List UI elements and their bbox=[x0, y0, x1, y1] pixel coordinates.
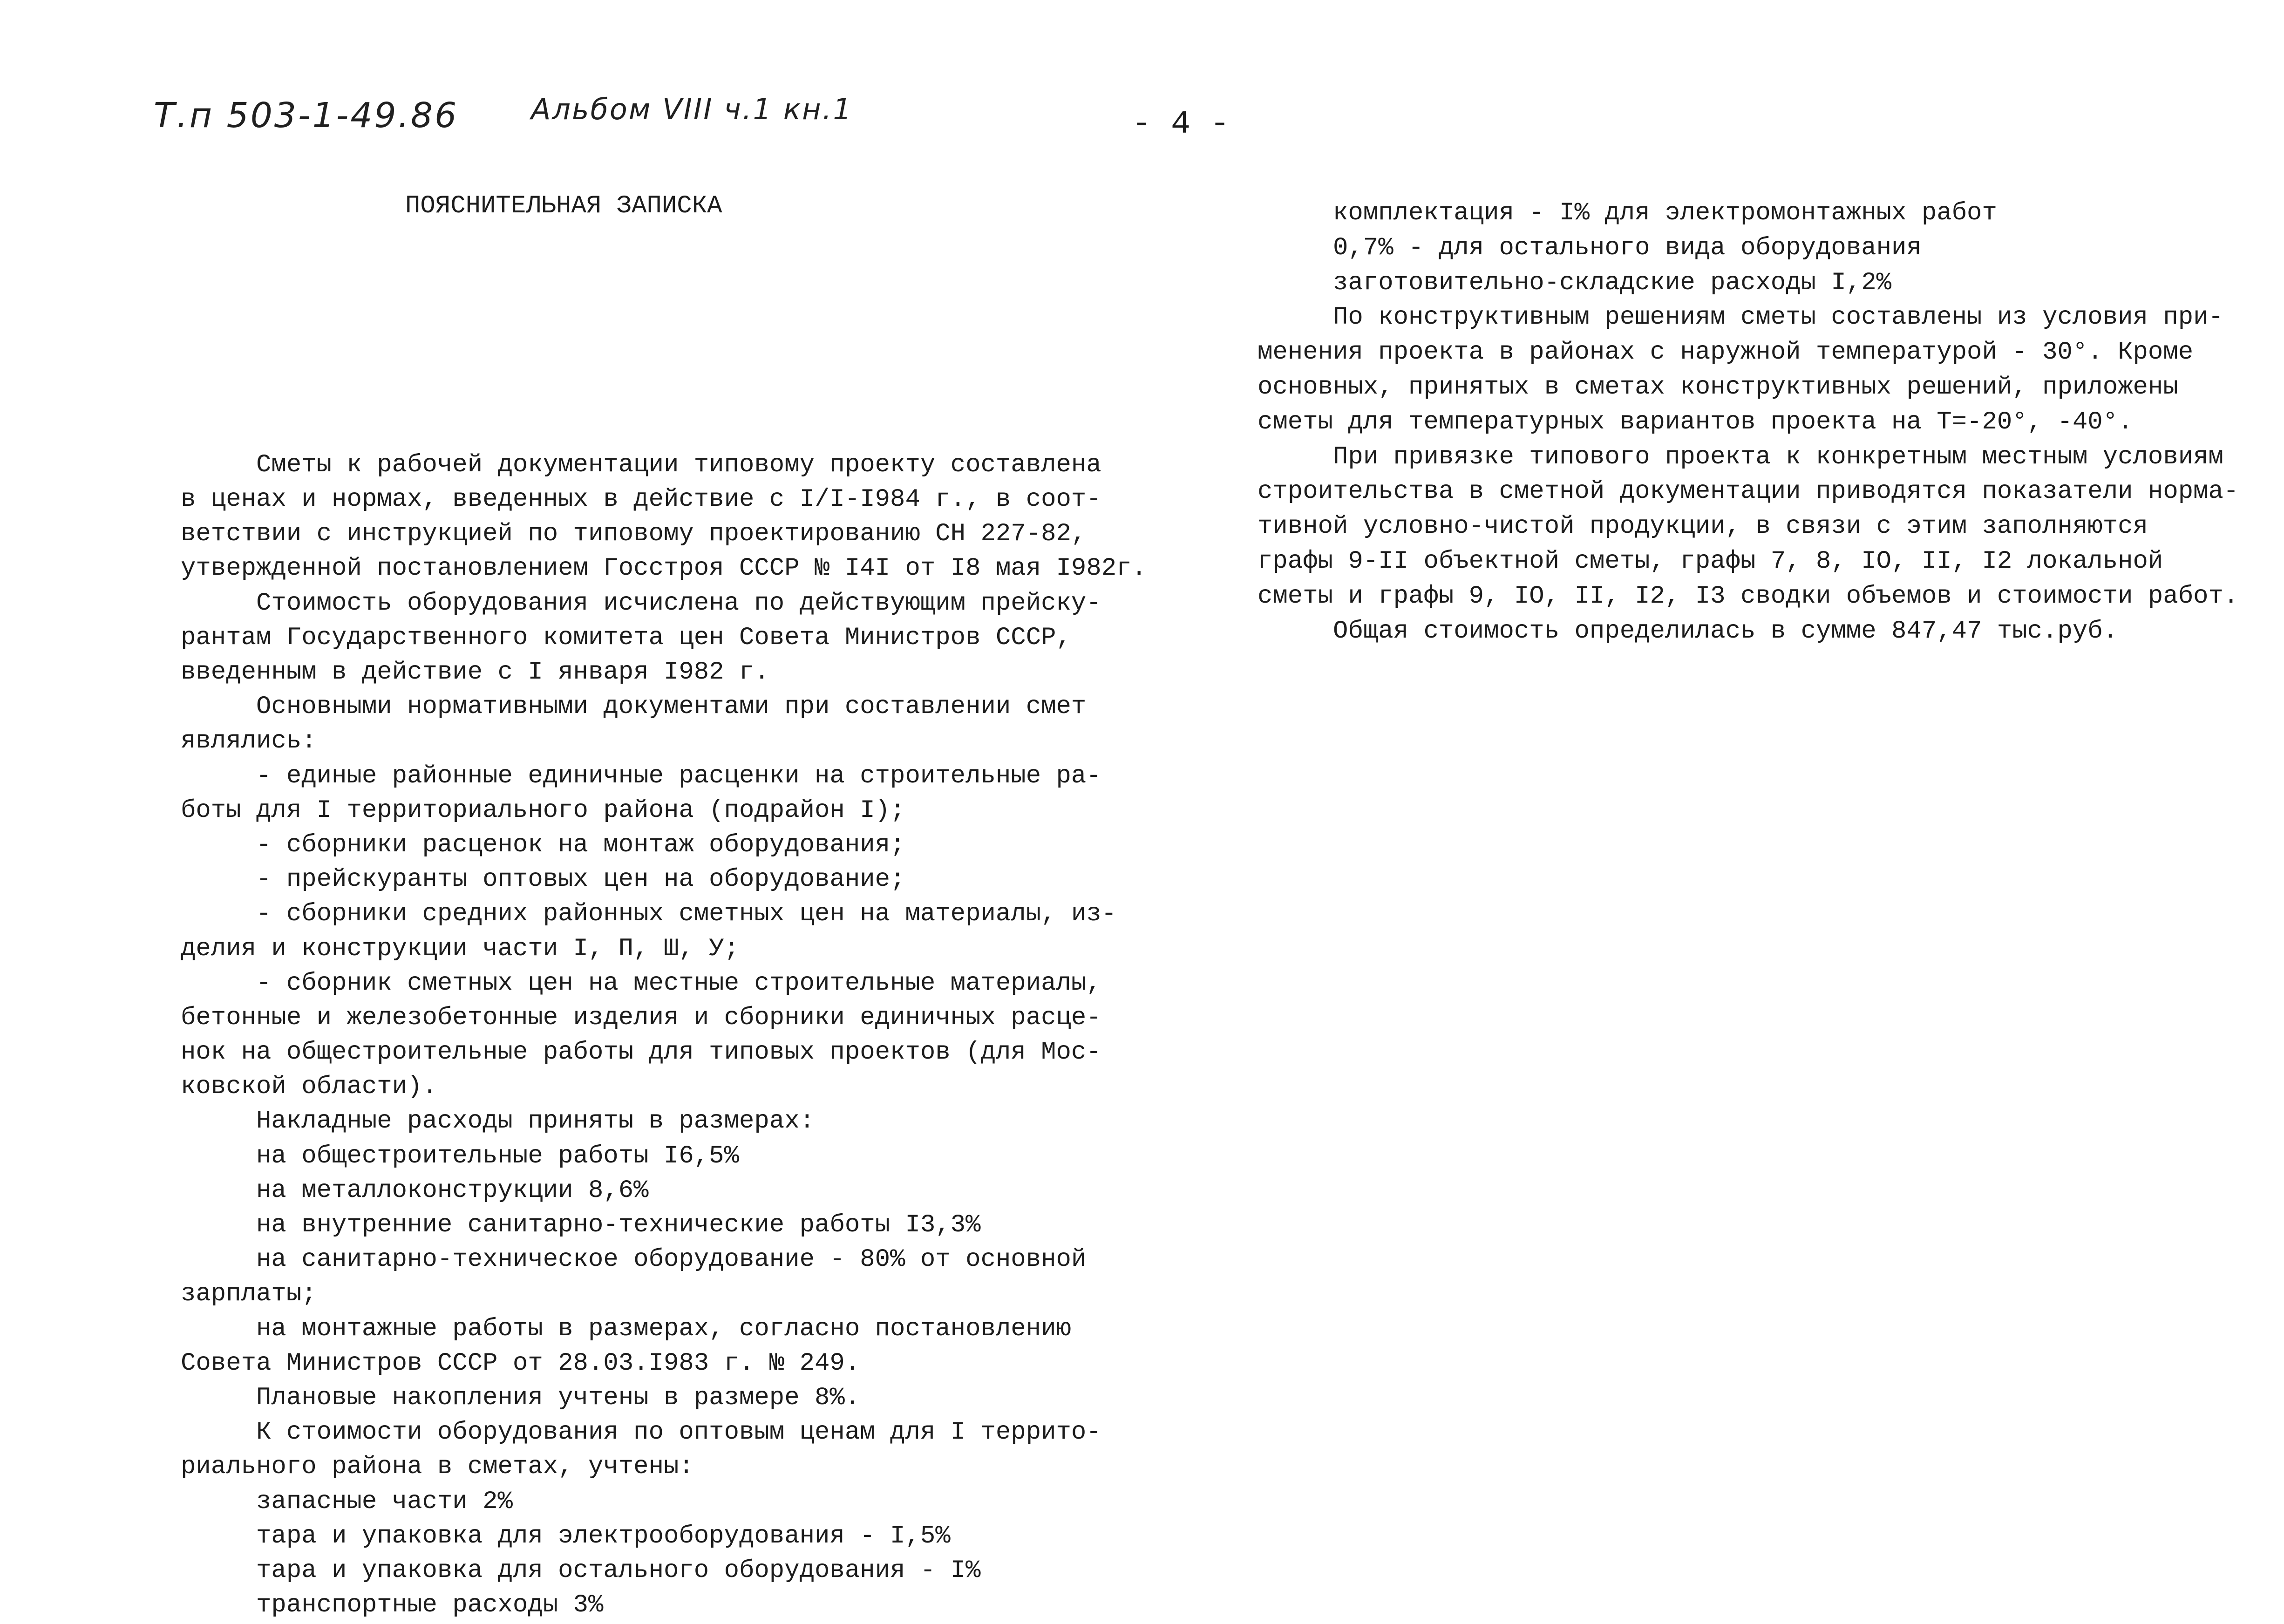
text-line: тивной условно-чистой продукции, в связи с этим заполняются bbox=[1258, 512, 2148, 541]
text-line: 0,7% - для остального вида оборудования bbox=[1258, 233, 1922, 262]
text-line: на санитарно-техническое оборудование - 80% от основной bbox=[181, 1245, 1087, 1274]
text-line: графы 9-II объектной сметы, графы 7, 8, IO, II, I2 локальной bbox=[1258, 547, 2163, 576]
page-title: ПОЯСНИТЕЛЬНАЯ ЗАПИСКА bbox=[405, 192, 722, 220]
text-line: заготовительно-складские расходы I,2% bbox=[1258, 268, 1892, 297]
text-line: сметы и графы 9, IO, II, I2, I3 сводки объемов и стоимости работ. bbox=[1258, 582, 2239, 611]
text-line: на общестроительные работы I6,5% bbox=[181, 1142, 739, 1170]
album-label: Альбом VIII ч.1 кн.1 bbox=[531, 92, 853, 126]
text-line: тара и упаковка для электрооборудования - I,5% bbox=[181, 1522, 951, 1550]
text-line: - сборники расценок на монтаж оборудования; bbox=[181, 830, 905, 859]
text-line: Стоимость оборудования исчислена по действующим прейску- bbox=[181, 589, 1101, 618]
text-line: на металлоконструкции 8,6% bbox=[181, 1176, 649, 1205]
text-line: Совета Министров СССР от 28.03.I983 г. № 249. bbox=[181, 1349, 860, 1378]
project-code: Т.п 503-1-49.86 bbox=[154, 95, 459, 136]
text-line: Плановые накопления учтены в размере 8%. bbox=[181, 1383, 860, 1412]
text-line: рантам Государственного комитета цен Совета Министров СССР, bbox=[181, 623, 1071, 652]
text-line: делия и конструкции части I, П, Ш, У; bbox=[181, 934, 739, 963]
text-line: утвержденной постановлением Госстроя СССР № I4I от I8 мая I982г. bbox=[181, 554, 1147, 583]
text-line: строительства в сметной документации приводятся показатели норма- bbox=[1258, 477, 2239, 506]
text-line: на монтажные работы в размерах, согласно постановлению bbox=[181, 1314, 1071, 1343]
text-line: на внутренние санитарно-технические работы I3,3% bbox=[181, 1211, 981, 1239]
text-line: - сборник сметных цен на местные строительные материалы, bbox=[181, 969, 1101, 998]
text-line: комплектация - I% для электромонтажных работ bbox=[1258, 199, 1997, 227]
text-line: в ценах и нормах, введенных в действие с I/I-I984 г., в соот- bbox=[181, 485, 1101, 514]
text-line: введенным в действие с I января I982 г. bbox=[181, 658, 769, 686]
text-line: являлись: bbox=[181, 727, 317, 756]
text-line: сметы для температурных вариантов проекта на Т=-20°, -40°. bbox=[1258, 408, 2133, 436]
text-line: зарплаты; bbox=[181, 1280, 317, 1309]
page-number: - 4 - bbox=[1132, 106, 1230, 143]
text-line: - прейскуранты оптовых цен на оборудование; bbox=[181, 865, 905, 894]
text-line: При привязке типового проекта к конкретным местным условиям bbox=[1258, 442, 2223, 471]
text-line: ветствии с инструкцией по типовому проектированию СН 227-82, bbox=[181, 520, 1087, 549]
text-line: По конструктивным решениям сметы составлены из условия при- bbox=[1258, 303, 2223, 332]
text-line: менения проекта в районах с наружной температурой - 30°. Кроме bbox=[1258, 338, 2194, 367]
text-line: бетонные и железобетонные изделия и сборники единичных расце- bbox=[181, 1003, 1101, 1032]
text-line: запасные части 2% bbox=[181, 1487, 513, 1516]
left-column bbox=[181, 200, 1147, 1622]
text-line: - сборники средних районных сметных цен на материалы, из- bbox=[181, 900, 1117, 929]
text-line: основных, принятых в сметах конструктивных решений, приложены bbox=[1258, 373, 2178, 401]
text-line: боты для I территориального района (подрайон I); bbox=[181, 796, 905, 825]
text-line: Накладные расходы приняты в размерах: bbox=[181, 1107, 815, 1136]
text-line: нок на общестроительные работы для типовых проектов (для Мос- bbox=[181, 1038, 1101, 1067]
text-line: транспортные расходы 3% bbox=[181, 1591, 604, 1620]
right-column bbox=[1258, 196, 2238, 648]
text-line: К стоимости оборудования по оптовым ценам для I террито- bbox=[181, 1418, 1101, 1447]
text-line: тара и упаковка для остального оборудования - I% bbox=[181, 1556, 981, 1585]
text-line: Сметы к рабочей документации типовому проекту составлена bbox=[181, 450, 1101, 479]
text-line: - единые районные единичные расценки на строительные ра- bbox=[181, 761, 1101, 790]
text-line: Общая стоимость определилась в сумме 847,47 тыс.руб. bbox=[1258, 617, 2118, 646]
text-line: Основными нормативными документами при составлении смет bbox=[181, 693, 1087, 721]
text-line: ковской области). bbox=[181, 1073, 437, 1101]
text-line: риального района в сметах, учтены: bbox=[181, 1453, 694, 1481]
